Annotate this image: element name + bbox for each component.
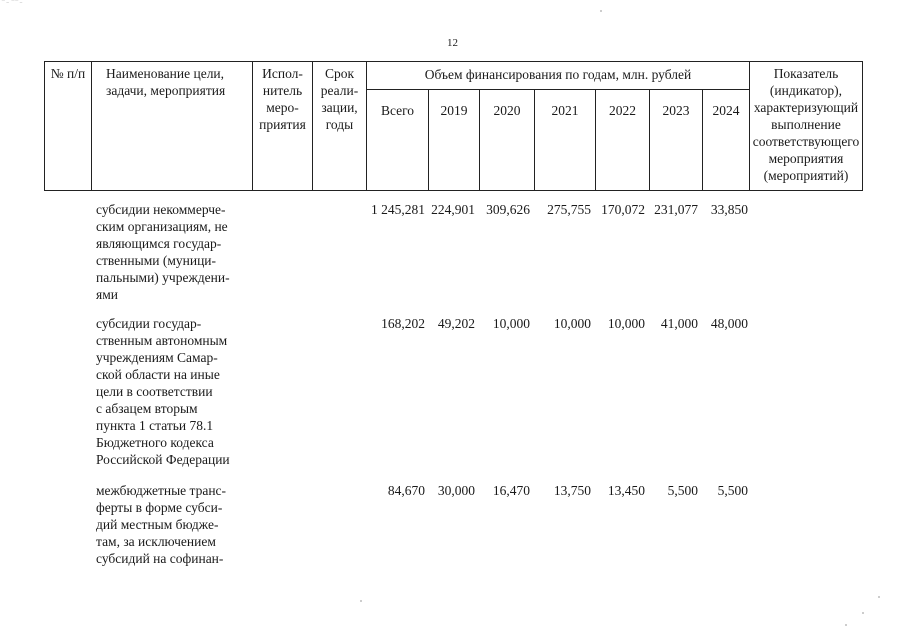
row-value-2019: 49,202 [437,316,475,331]
financing-table-header [44,61,863,191]
row-value-2019: 224,901 [431,202,475,217]
header-financing-title: Объем финансирования по годам, млн. рублей [367,62,750,90]
scan-artifact: ‾ ̄ ‾‾ ̄ [2,0,22,9]
header-year-2020: 2020 [480,90,535,191]
row-value-2020: 16,470 [492,483,530,498]
row-description: субсидии государ- ственным автономным учреждениям Самар- ской области на иные цели в соответствии с абзацем вторым пункта 1 статьи 78.1 Бюджетного кодекса Российской Федерации [96,316,230,467]
row-total: 1 245,281 [371,202,425,217]
row-value-2023: 5,500 [667,483,698,498]
scan-dot [360,600,362,602]
header-year-2021: 2021 [535,90,596,191]
row-total: 84,670 [387,483,425,498]
row-value-2024: 48,000 [710,316,748,331]
header-name: Наименование цели, задачи, мероприятия [92,62,253,191]
header-year-2024: 2024 [703,90,750,191]
row-total: 168,202 [381,316,425,331]
header-year-2022: 2022 [596,90,650,191]
header-executor: Испол- нитель меро- приятия [253,62,313,191]
row-value-2020: 309,626 [486,202,530,217]
header-year-2023: 2023 [650,90,703,191]
scan-dot [878,596,880,598]
scan-dot [845,624,847,626]
row-description: межбюджетные транс- ферты в форме субси- дий местным бюдже- там, за исключением субсидий на софинан- [96,483,227,566]
row-value-2021: 275,755 [547,202,591,217]
row-value-2022: 13,450 [607,483,645,498]
row-value-2022: 170,072 [601,202,645,217]
row-value-2022: 10,000 [607,316,645,331]
row-description: субсидии некоммерче- ским организациям, не являющимся государ- ственными (муници- пальными) учреждени- ями [96,202,230,302]
page-number: 12 [447,37,458,49]
row-value-2024: 5,500 [717,483,748,498]
header-year-2019: 2019 [429,90,480,191]
row-value-2023: 231,077 [654,202,698,217]
row-value-2020: 10,000 [492,316,530,331]
row-value-2023: 41,000 [660,316,698,331]
row-value-2019: 30,000 [437,483,475,498]
header-num: № п/п [45,62,92,191]
scan-dot [862,612,864,614]
row-value-2021: 10,000 [553,316,591,331]
header-total: Всего [367,90,429,191]
scan-dot [600,10,602,12]
row-value-2024: 33,850 [710,202,748,217]
row-value-2021: 13,750 [553,483,591,498]
header-indicator: Показатель (индикатор), характеризующий выполнение соответствующего мероприятия (мероприятий) [750,62,863,191]
header-term: Срок реали- зации, годы [313,62,367,191]
